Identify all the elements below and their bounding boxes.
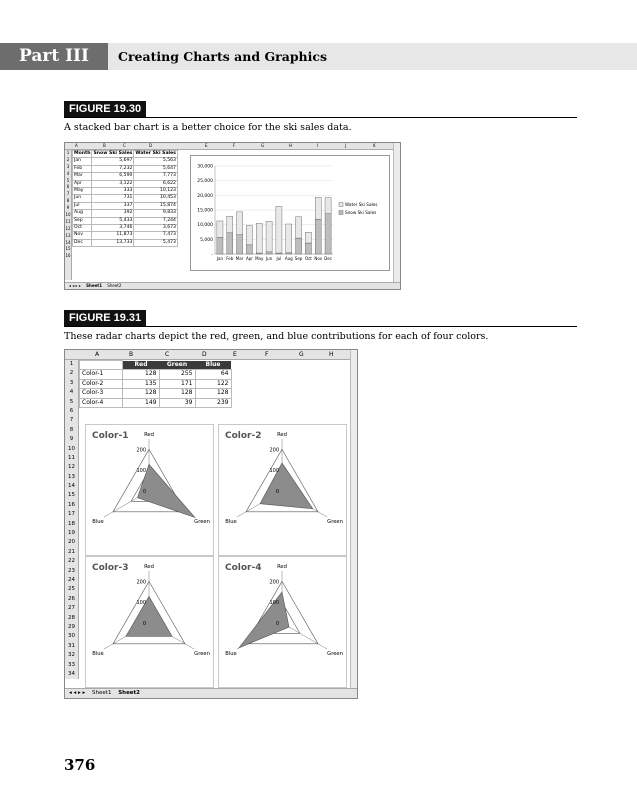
blank-cell[interactable] bbox=[80, 361, 123, 370]
radar-title: Color-1 bbox=[92, 431, 129, 441]
header-cell[interactable]: Month bbox=[74, 151, 91, 156]
table-cell[interactable]: 122 bbox=[195, 379, 231, 388]
radar-title: Color-2 bbox=[225, 431, 262, 441]
column-headers bbox=[65, 143, 400, 150]
x-tick-label: Jul bbox=[276, 256, 282, 261]
table-cell[interactable]: Mar bbox=[73, 173, 92, 180]
radar-chart-color-4 bbox=[218, 556, 347, 688]
table-cell[interactable]: 10,453 bbox=[134, 195, 178, 202]
tab-sheet1[interactable]: Sheet1 bbox=[86, 283, 102, 288]
table-cell[interactable]: 39 bbox=[159, 398, 195, 407]
radar-chart-color-1 bbox=[85, 424, 214, 556]
y-tick-label: - bbox=[211, 252, 213, 258]
bar-water-ski bbox=[266, 221, 272, 252]
radar-tick-label: 100 bbox=[269, 468, 279, 475]
x-tick-label: Jun bbox=[265, 256, 273, 261]
x-tick-label: Jan bbox=[216, 256, 224, 261]
row-number[interactable]: 2 bbox=[66, 156, 70, 162]
sheet-tabs bbox=[65, 688, 357, 698]
radar-data-area bbox=[260, 463, 313, 509]
row-number[interactable]: 4 bbox=[66, 170, 70, 176]
table-row bbox=[73, 210, 178, 217]
table-cell[interactable]: 7,473 bbox=[134, 232, 178, 239]
vertical-scrollbar[interactable] bbox=[350, 350, 357, 698]
row-number[interactable]: 3 bbox=[69, 379, 74, 386]
row-number[interactable]: 25 bbox=[68, 586, 75, 593]
radar-axis-label: Red bbox=[277, 432, 287, 438]
table-cell[interactable]: 333 bbox=[92, 188, 134, 195]
table-row bbox=[73, 195, 178, 202]
table-row bbox=[80, 398, 232, 407]
table-row bbox=[73, 225, 178, 232]
row-number[interactable]: 11 bbox=[68, 454, 75, 461]
table-cell[interactable]: 7,773 bbox=[134, 173, 178, 180]
row-number[interactable]: 15 bbox=[68, 492, 75, 499]
row-number[interactable]: 8 bbox=[69, 426, 74, 433]
bar-water-ski bbox=[227, 216, 233, 233]
header-cell[interactable]: Green bbox=[159, 361, 195, 370]
row-number[interactable]: 17 bbox=[68, 511, 75, 518]
figure-rule bbox=[64, 117, 577, 118]
part-label: Part III bbox=[0, 43, 108, 70]
row-number[interactable]: 31 bbox=[68, 642, 75, 649]
radar-axis-label: Blue bbox=[225, 651, 237, 657]
radar-tick-label: 200 bbox=[269, 447, 279, 454]
bar-water-ski bbox=[256, 223, 262, 253]
table-row bbox=[73, 173, 178, 180]
row-number[interactable]: 10 bbox=[65, 212, 71, 218]
row-number[interactable]: 20 bbox=[68, 539, 75, 546]
radar-chart-color-2 bbox=[218, 424, 347, 556]
figure-rule bbox=[64, 326, 577, 327]
table-cell[interactable]: Dec bbox=[73, 239, 92, 246]
bar-snow-ski bbox=[246, 245, 252, 254]
radar-axis-label: Blue bbox=[225, 519, 237, 525]
column-header[interactable]: B bbox=[129, 351, 134, 358]
radar-title: Color-3 bbox=[92, 563, 129, 573]
table-cell[interactable]: 239 bbox=[195, 398, 231, 407]
table-cell[interactable]: 128 bbox=[123, 389, 160, 398]
row-number[interactable]: 33 bbox=[68, 661, 75, 668]
row-number[interactable]: 7 bbox=[69, 417, 74, 424]
column-header[interactable]: K bbox=[373, 143, 376, 148]
table-cell[interactable]: Feb bbox=[73, 165, 92, 172]
row-number[interactable]: 21 bbox=[68, 548, 75, 555]
table-cell[interactable]: 128 bbox=[123, 370, 160, 379]
radar-tick-label: 0 bbox=[142, 489, 146, 495]
bar-water-ski bbox=[296, 217, 302, 238]
table-cell[interactable]: Color-1 bbox=[80, 370, 123, 379]
table-header-row bbox=[80, 361, 232, 370]
chapter-title: Creating Charts and Graphics bbox=[118, 49, 328, 64]
sheet-tabs bbox=[65, 282, 400, 289]
tab-sheet1[interactable]: Sheet1 bbox=[92, 690, 112, 696]
table-cell[interactable]: Jul bbox=[73, 202, 92, 209]
table-cell[interactable]: 337 bbox=[92, 202, 134, 209]
color-table bbox=[79, 360, 232, 408]
table-cell[interactable]: 64 bbox=[195, 370, 231, 379]
table-row bbox=[73, 165, 178, 172]
table-cell[interactable]: 15,874 bbox=[134, 202, 178, 209]
x-tick-label: Aug bbox=[284, 256, 293, 261]
x-tick-label: Sep bbox=[294, 256, 303, 261]
row-number[interactable]: 5 bbox=[66, 177, 70, 183]
figure-caption: These radar charts depict the red, green, and blue contributions for each of four colors. bbox=[64, 331, 489, 342]
radar-data-area bbox=[126, 596, 172, 636]
radar-axis-label: Blue bbox=[92, 519, 104, 525]
column-header[interactable]: E bbox=[205, 143, 208, 148]
column-header[interactable]: G bbox=[299, 351, 304, 358]
page-number: 376 bbox=[64, 756, 96, 774]
table-cell[interactable]: Sep bbox=[73, 217, 92, 224]
row-number[interactable]: 34 bbox=[68, 670, 75, 677]
vertical-scrollbar[interactable] bbox=[393, 143, 400, 289]
table-row bbox=[73, 217, 178, 224]
x-tick-label: Oct bbox=[304, 256, 312, 261]
column-header[interactable]: F bbox=[233, 143, 236, 148]
radar-tick-label: 0 bbox=[142, 621, 146, 627]
x-tick-label: Nov bbox=[314, 256, 323, 261]
row-number[interactable]: 14 bbox=[68, 483, 75, 490]
row-number[interactable]: 1 bbox=[69, 361, 74, 367]
bar-snow-ski bbox=[315, 219, 321, 254]
column-header[interactable]: I bbox=[317, 143, 319, 148]
row-number[interactable]: 6 bbox=[66, 184, 70, 190]
radar-axis-label: Red bbox=[144, 432, 154, 438]
table-cell[interactable]: 11,873 bbox=[92, 232, 134, 239]
x-tick-label: Apr bbox=[245, 256, 253, 261]
bar-water-ski bbox=[276, 206, 282, 253]
tab-sheet2[interactable]: Sheet2 bbox=[118, 690, 140, 696]
y-tick-label: 10,000 bbox=[197, 223, 213, 229]
table-cell[interactable]: 7,244 bbox=[134, 217, 178, 224]
bar-water-ski bbox=[315, 197, 321, 219]
radar-tick-label: 100 bbox=[269, 600, 279, 607]
table-cell[interactable]: 149 bbox=[123, 398, 160, 407]
radar-axis-label: Red bbox=[144, 564, 154, 570]
table-row bbox=[80, 370, 232, 379]
table-cell[interactable]: 135 bbox=[123, 379, 160, 388]
row-number[interactable]: 4 bbox=[69, 389, 74, 396]
table-cell[interactable]: 3,122 bbox=[92, 180, 134, 187]
table-cell[interactable]: 128 bbox=[195, 389, 231, 398]
column-header[interactable]: A bbox=[75, 143, 78, 148]
table-row bbox=[80, 389, 232, 398]
row-number[interactable]: 16 bbox=[68, 501, 75, 508]
row-number[interactable]: 9 bbox=[69, 436, 74, 443]
spreadsheet-screenshot-1 bbox=[64, 142, 401, 290]
radar-tick-label: 200 bbox=[136, 447, 146, 454]
row-number[interactable]: 13 bbox=[65, 232, 71, 238]
table-cell[interactable]: 6,622 bbox=[134, 180, 178, 187]
row-number[interactable]: 24 bbox=[68, 576, 75, 583]
radar-data-area bbox=[239, 592, 289, 648]
table-cell[interactable]: 731 bbox=[92, 195, 134, 202]
y-tick-label: 20,000 bbox=[197, 193, 213, 199]
stacked-bar-chart bbox=[190, 155, 390, 271]
spreadsheet-screenshot-2 bbox=[64, 349, 358, 699]
table-cell[interactable]: 3,746 bbox=[92, 225, 134, 232]
header-cell[interactable]: Snow Ski Sales bbox=[93, 151, 133, 156]
table-cell[interactable]: 3,673 bbox=[134, 225, 178, 232]
table-row bbox=[73, 232, 178, 239]
row-number[interactable]: 5 bbox=[69, 398, 74, 405]
row-number[interactable]: 7 bbox=[66, 191, 70, 197]
row-number[interactable]: 6 bbox=[69, 407, 74, 414]
table-header-row bbox=[73, 151, 178, 158]
column-header[interactable]: B bbox=[103, 143, 106, 148]
column-header[interactable]: J bbox=[345, 143, 347, 148]
y-tick-label: 30,000 bbox=[197, 164, 213, 170]
row-number[interactable]: 19 bbox=[68, 530, 75, 537]
table-cell[interactable]: 7,232 bbox=[92, 165, 134, 172]
table-cell[interactable]: Color-3 bbox=[80, 389, 123, 398]
table-cell[interactable]: 5,433 bbox=[92, 217, 134, 224]
radar-title: Color-4 bbox=[225, 563, 262, 573]
table-cell[interactable]: May bbox=[73, 188, 92, 195]
bar-snow-ski bbox=[325, 214, 331, 254]
radar-axis-label: Green bbox=[327, 519, 343, 525]
x-tick-label: Mar bbox=[235, 256, 244, 261]
row-number[interactable]: 32 bbox=[68, 652, 75, 659]
tab-nav-arrows[interactable]: ◂ ◂ ▸ ▸ bbox=[69, 690, 86, 696]
row-number[interactable]: 13 bbox=[68, 473, 75, 480]
radar-tick-label: 200 bbox=[269, 579, 279, 586]
column-header[interactable]: D bbox=[202, 351, 207, 358]
figure-label: FIGURE 19.31 bbox=[64, 310, 146, 326]
table-cell[interactable]: Aug bbox=[73, 210, 92, 217]
bar-snow-ski bbox=[227, 233, 233, 254]
table-cell[interactable]: 128 bbox=[159, 389, 195, 398]
bar-water-ski bbox=[217, 221, 223, 237]
radar-tick-label: 200 bbox=[136, 579, 146, 586]
table-cell[interactable]: Color-2 bbox=[80, 379, 123, 388]
row-number[interactable]: 12 bbox=[68, 464, 75, 471]
table-cell[interactable]: 255 bbox=[159, 370, 195, 379]
row-number[interactable]: 26 bbox=[68, 595, 75, 602]
header-cell[interactable]: Red bbox=[123, 361, 160, 370]
bar-water-ski bbox=[286, 224, 292, 253]
bar-water-ski bbox=[325, 198, 331, 214]
row-number[interactable]: 10 bbox=[68, 445, 75, 452]
radar-axis-label: Green bbox=[327, 651, 343, 657]
row-number[interactable]: 14 bbox=[65, 239, 71, 245]
table-cell[interactable]: Jun bbox=[73, 195, 92, 202]
figure-label: FIGURE 19.30 bbox=[64, 101, 146, 117]
row-number[interactable]: 23 bbox=[68, 567, 75, 574]
row-number[interactable]: 2 bbox=[69, 370, 74, 377]
table-row bbox=[73, 202, 178, 209]
legend-swatch bbox=[339, 211, 343, 215]
row-number[interactable]: 30 bbox=[68, 633, 75, 640]
sales-table bbox=[72, 150, 178, 247]
column-header[interactable]: D bbox=[149, 143, 153, 148]
table-cell[interactable]: Apr bbox=[73, 180, 92, 187]
radar-axis-label: Green bbox=[194, 519, 210, 525]
row-number[interactable]: 12 bbox=[65, 225, 71, 231]
legend-swatch bbox=[339, 203, 343, 207]
figure-caption: A stacked bar chart is a better choice for the ski sales data. bbox=[64, 122, 352, 133]
y-tick-label: 25,000 bbox=[197, 179, 213, 185]
table-cell[interactable]: 10,123 bbox=[134, 188, 178, 195]
bar-snow-ski bbox=[217, 237, 223, 254]
radar-data-area bbox=[137, 464, 194, 517]
chapter-header bbox=[0, 43, 637, 70]
radar-chart-color-3 bbox=[85, 556, 214, 688]
row-number[interactable]: 11 bbox=[65, 218, 71, 224]
table-cell[interactable]: 392 bbox=[92, 210, 134, 217]
y-tick-label: 15,000 bbox=[197, 208, 213, 214]
bar-water-ski bbox=[237, 212, 243, 235]
row-number[interactable]: 8 bbox=[66, 198, 70, 204]
bar-snow-ski bbox=[305, 243, 311, 254]
row-number[interactable]: 28 bbox=[68, 614, 75, 621]
table-cell[interactable]: 5,647 bbox=[134, 165, 178, 172]
radar-tick-label: 100 bbox=[136, 600, 146, 607]
radar-tick-label: 100 bbox=[136, 468, 146, 475]
radar-axis-label: Red bbox=[277, 564, 287, 570]
y-tick-label: 5,000 bbox=[200, 237, 213, 243]
bar-water-ski bbox=[246, 225, 252, 244]
radar-axis-label: Blue bbox=[92, 651, 104, 657]
legend-label: Snow Ski Sales bbox=[345, 210, 377, 215]
table-row bbox=[73, 158, 178, 165]
x-tick-label: Feb bbox=[226, 256, 234, 261]
bar-snow-ski bbox=[266, 252, 272, 254]
table-row bbox=[73, 239, 178, 246]
bar-snow-ski bbox=[296, 238, 302, 254]
row-number[interactable]: 15 bbox=[65, 246, 71, 252]
column-header[interactable]: E bbox=[233, 351, 237, 358]
header-cell[interactable]: Water Ski Sales bbox=[135, 151, 176, 156]
table-cell[interactable]: 171 bbox=[159, 379, 195, 388]
column-header[interactable]: F bbox=[265, 351, 269, 358]
bar-snow-ski bbox=[237, 235, 243, 254]
row-number[interactable]: 1 bbox=[66, 150, 70, 155]
table-cell[interactable]: 13,733 bbox=[92, 239, 134, 246]
row-number[interactable]: 3 bbox=[66, 163, 70, 169]
column-header[interactable]: C bbox=[123, 143, 126, 148]
table-cell[interactable]: 5,697 bbox=[92, 158, 134, 165]
row-number[interactable]: 29 bbox=[68, 623, 75, 630]
table-cell[interactable]: Color-4 bbox=[80, 398, 123, 407]
row-number[interactable]: 9 bbox=[66, 205, 70, 211]
table-row bbox=[73, 188, 178, 195]
radar-tick-label: 0 bbox=[275, 621, 279, 627]
table-cell[interactable]: 5,563 bbox=[134, 158, 178, 165]
bar-chart-svg bbox=[191, 156, 389, 270]
header-cell[interactable]: Blue bbox=[195, 361, 231, 370]
table-cell[interactable]: Jan bbox=[73, 158, 92, 165]
row-headers bbox=[65, 150, 72, 280]
row-number[interactable]: 27 bbox=[68, 605, 75, 612]
column-header[interactable]: H bbox=[329, 351, 334, 358]
legend-label: Water Ski Sales bbox=[345, 202, 378, 207]
column-header[interactable]: A bbox=[95, 351, 100, 358]
column-header[interactable]: G bbox=[261, 143, 265, 148]
table-row bbox=[80, 379, 232, 388]
table-cell[interactable]: Oct bbox=[73, 225, 92, 232]
row-number[interactable]: 18 bbox=[68, 520, 75, 527]
column-header[interactable]: C bbox=[165, 351, 170, 358]
bar-water-ski bbox=[305, 232, 311, 243]
table-cell[interactable]: Nov bbox=[73, 232, 92, 239]
x-tick-label: May bbox=[255, 256, 264, 261]
table-cell[interactable]: 9,833 bbox=[134, 210, 178, 217]
table-row bbox=[73, 180, 178, 187]
table-cell[interactable]: 6,590 bbox=[92, 173, 134, 180]
column-header[interactable]: H bbox=[289, 143, 293, 148]
row-number[interactable]: 16 bbox=[65, 253, 71, 259]
row-number[interactable]: 22 bbox=[68, 558, 75, 565]
tab-nav-arrows[interactable]: ◂ ◂ ▸ ▸ bbox=[69, 283, 81, 288]
row-headers bbox=[65, 360, 79, 679]
radar-axis-label: Green bbox=[194, 651, 210, 657]
table-cell[interactable]: 5,473 bbox=[134, 239, 178, 246]
x-tick-label: Dec bbox=[324, 256, 332, 261]
tab-sheet2[interactable]: Sheet2 bbox=[107, 283, 122, 288]
column-headers bbox=[65, 350, 357, 360]
radar-tick-label: 0 bbox=[275, 489, 279, 495]
